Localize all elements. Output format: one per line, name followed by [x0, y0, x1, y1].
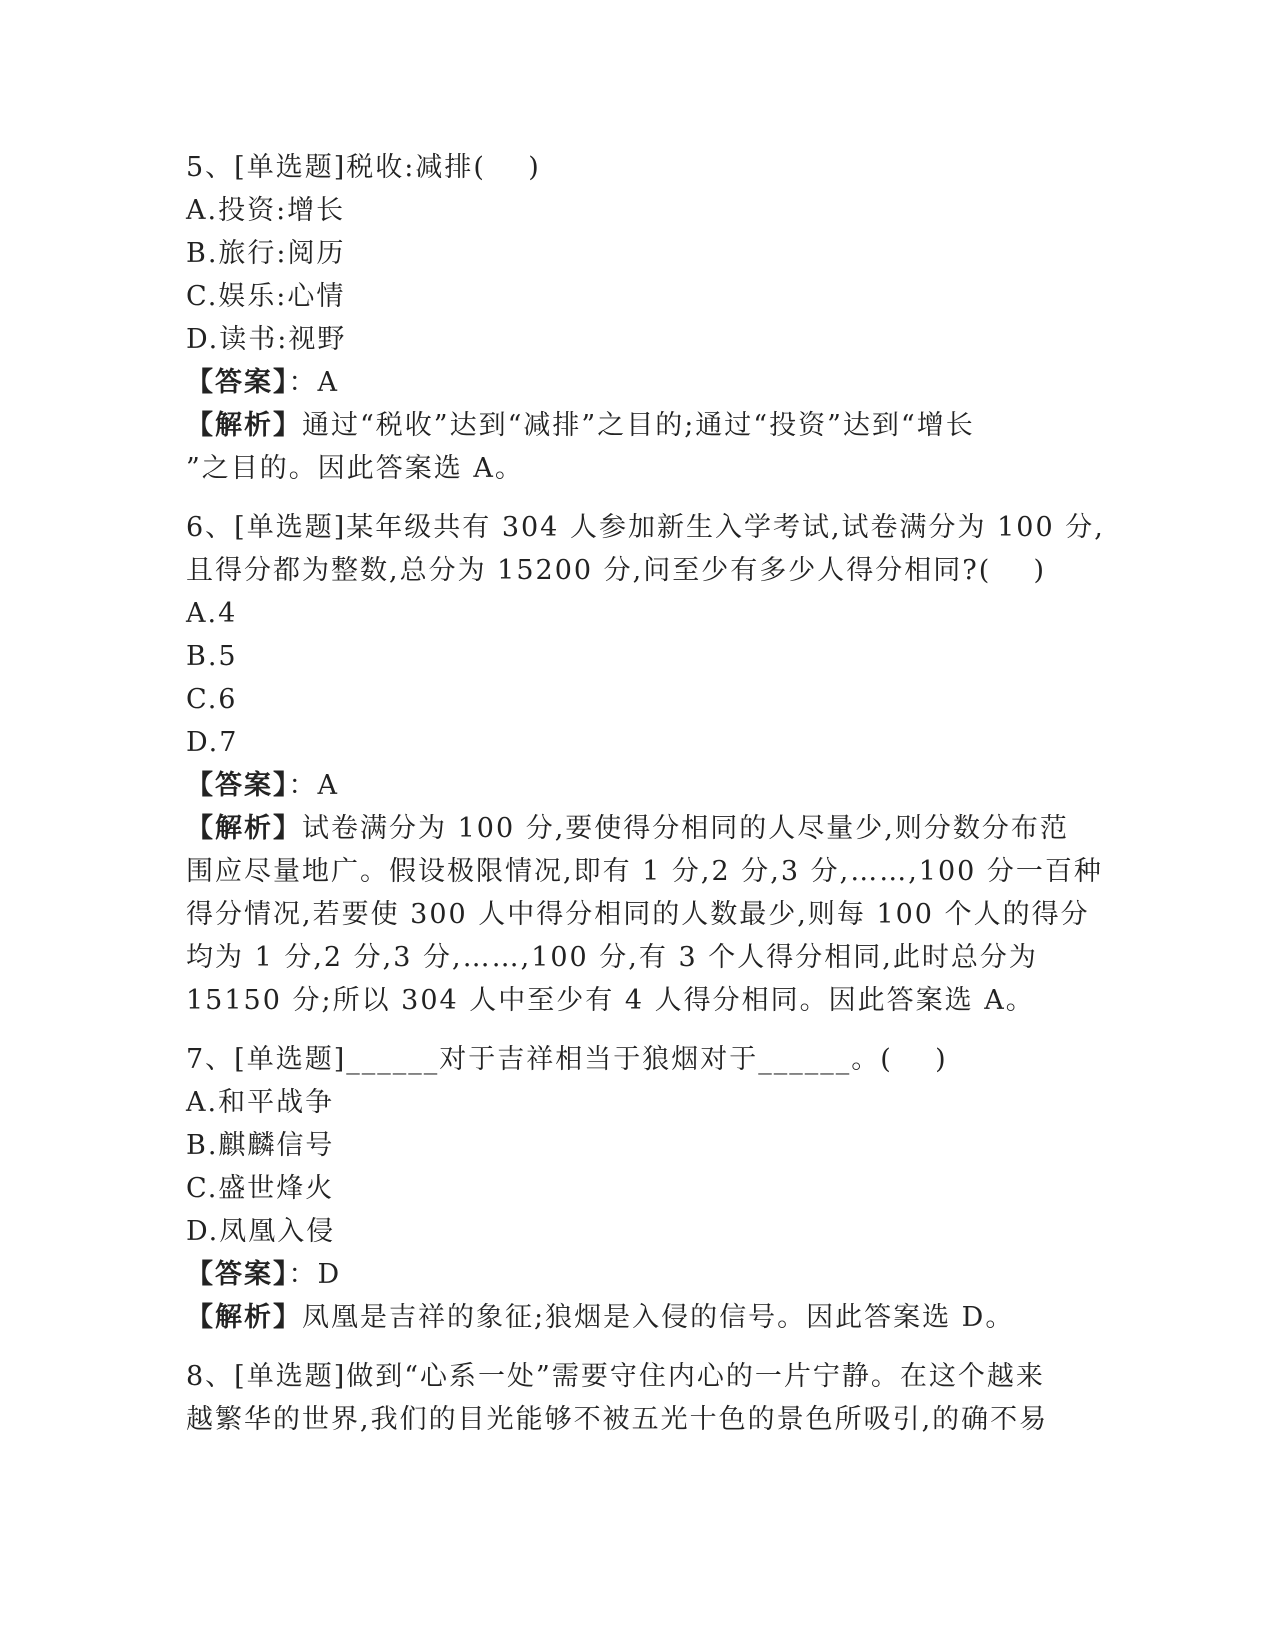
- option-a: A.投资:增长: [186, 195, 346, 226]
- analysis-label: 【解析】: [186, 410, 302, 441]
- analysis-text: 试卷满分为 100 分,要使得分相同的人尽量少,则分数分布范: [302, 813, 1069, 844]
- analysis-text: 凤凰是吉祥的象征;狼烟是入侵的信号。因此答案选 D。: [302, 1302, 1015, 1333]
- document-page: [186, 146, 1105, 1441]
- question-stem: 越繁华的世界,我们的目光能够不被五光十色的景色所吸引,的确不易: [186, 1404, 1049, 1435]
- question-stem: 8、[单选题]做到“心系一处”需要守住内心的一片宁静。在这个越来: [186, 1361, 1045, 1392]
- answer-value: ：D: [288, 1259, 342, 1290]
- analysis-label: 【解析】: [186, 1302, 302, 1333]
- option-d: D.凤凰入侵: [186, 1216, 336, 1247]
- analysis-line: [186, 404, 1086, 447]
- question-stem: 7、[单选题]______对于吉祥相当于狼烟对于______。( ): [186, 1044, 948, 1075]
- analysis-text: ”之目的。因此答案选 A。: [186, 453, 524, 484]
- question-stem: 且得分都为整数,总分为 15200 分,问至少有多少人得分相同?( ): [186, 555, 1047, 586]
- option-b: B.5: [186, 641, 238, 672]
- option-c: C.盛世烽火: [186, 1173, 335, 1204]
- analysis-text: 15150 分;所以 304 人中至少有 4 人得分相同。因此答案选 A。: [186, 985, 1035, 1016]
- analysis-text: 均为 1 分,2 分,3 分,……,100 分,有 3 个人得分相同,此时总分为: [186, 942, 1038, 973]
- answer-label: 【答案】: [186, 770, 289, 801]
- answer-line: [186, 1253, 1086, 1296]
- answer-value: ：A: [288, 367, 339, 398]
- question-5: [186, 146, 1086, 490]
- question-7: [186, 1038, 1086, 1339]
- analysis-text: 通过“税收”达到“减排”之目的;通过“投资”达到“增长: [302, 410, 975, 441]
- question-8: [186, 1355, 1086, 1441]
- option-b: B.旅行:阅历: [186, 238, 346, 269]
- answer-line: [186, 361, 1086, 404]
- analysis-text: 得分情况,若要使 300 人中得分相同的人数最少,则每 100 个人的得分: [186, 899, 1090, 930]
- option-c: C.娱乐:心情: [186, 281, 346, 312]
- analysis-label: 【解析】: [186, 813, 302, 844]
- question-6: [186, 506, 1105, 1022]
- option-c: C.6: [186, 684, 238, 715]
- option-d: D.读书:视野: [186, 324, 347, 355]
- analysis-text: 围应尽量地广。假设极限情况,即有 1 分,2 分,3 分,……,100 分一百种: [186, 856, 1103, 887]
- option-a: A.4: [186, 598, 238, 629]
- answer-value: ：A: [288, 770, 339, 801]
- answer-line: [186, 764, 1086, 807]
- option-d: D.7: [186, 727, 239, 758]
- option-a: A.和平战争: [186, 1087, 335, 1118]
- option-b: B.麒麟信号: [186, 1130, 335, 1161]
- question-stem: 5、[单选题]税收:减排( ): [186, 152, 541, 183]
- answer-label: 【答案】: [186, 1259, 289, 1290]
- question-stem: 6、[单选题]某年级共有 304 人参加新生入学考试,试卷满分为 100 分,: [186, 512, 1105, 543]
- analysis-line: [186, 1296, 1086, 1339]
- answer-label: 【答案】: [186, 367, 289, 398]
- analysis-line: [186, 807, 1086, 850]
